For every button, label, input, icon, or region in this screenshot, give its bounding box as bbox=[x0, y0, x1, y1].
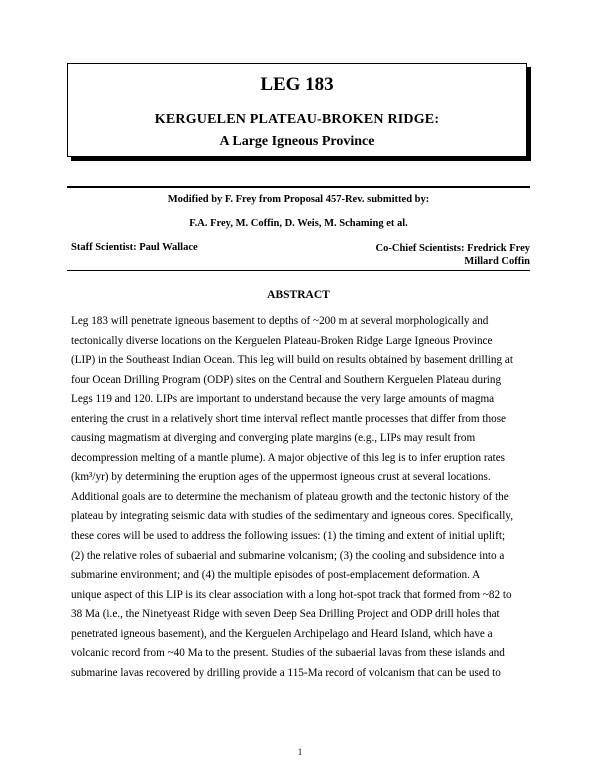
abstract-line: entering the crust in a relatively short time interval reflect mantle processes that differ from those bbox=[71, 412, 507, 425]
abstract-line: submarine lavas recovered by drilling provide a 115-Ma record of volcanism that can be used to bbox=[71, 666, 501, 679]
abstract-line: Leg 183 will penetrate igneous basement to depths of ~200 m at several morphologically and bbox=[71, 315, 489, 327]
abstract-line: (2) the relative roles of subaerial and submarine volcanism; (3) the cooling and subsidence into a bbox=[71, 549, 505, 562]
co-chief-line1: Co-Chief Scientists: Fredrick Frey bbox=[375, 243, 530, 254]
abstract-body bbox=[71, 312, 533, 683]
abstract-line: Legs 119 and 120. LIPs are important to understand because the very large amounts of magma bbox=[71, 393, 495, 406]
abstract-line: tectonically diverse locations on the Kerguelen Plateau-Broken Ridge Large Igneous Province bbox=[71, 334, 493, 347]
bottom-divider bbox=[67, 270, 530, 271]
title-box bbox=[67, 63, 527, 157]
co-chief-scientists bbox=[376, 242, 530, 268]
abstract-line: (LIP) in the Southeast Indian Ocean. This leg will build on results obtained by basement drilling at bbox=[71, 354, 513, 367]
abstract-line: penetrated igneous basement), and the Kerguelen Archipelago and Heard Island, which have a bbox=[71, 627, 493, 640]
abstract-line: causing magmatism at diverging and converging plate margins (e.g., LIPs may result from bbox=[71, 432, 476, 445]
abstract-line: decompression melting of a mantle plume). A major objective of this leg is to infer eruption rates bbox=[71, 451, 506, 464]
abstract-line: four Ocean Drilling Program (ODP) sites on the Central and Southern Kerguelen Plateau during bbox=[71, 373, 502, 386]
top-divider bbox=[67, 186, 530, 188]
abstract-line: submarine environment; and (4) the multiple episodes of post-emplacement deformation. A bbox=[71, 569, 481, 582]
abstract-line: plateau by integrating seismic data with studies of the sedimentary and igneous cores. Specifically, bbox=[71, 510, 513, 523]
modified-by-line: Modified by F. Frey from Proposal 457-Rev. submitted by: bbox=[167, 194, 430, 205]
authors-line: F.A. Frey, M. Coffin, D. Weis, M. Schaming et al. bbox=[189, 218, 408, 229]
abstract-heading: ABSTRACT bbox=[267, 289, 330, 301]
staff-scientist: Staff Scientist: Paul Wallace bbox=[71, 242, 198, 253]
abstract-line: volcanic record from ~40 Ma to the present. Studies of the subaerial lavas from these islands and bbox=[71, 647, 505, 660]
abstract-line: these cores will be used to address the following issues: (1) the timing and extent of initial uplift; bbox=[71, 530, 506, 543]
page-number: 1 bbox=[297, 747, 303, 757]
abstract-line: unique aspect of this LIP is its clear association with a long hot-spot track that formed from ~82 to bbox=[71, 588, 512, 601]
leg-subtitle-line1: KERGUELEN PLATEAU-BROKEN RIDGE: bbox=[154, 112, 440, 127]
abstract-line: (km³/yr) by determining the eruption ages of the uppermost igneous crust at several locations. bbox=[71, 471, 491, 484]
leg-title: LEG 183 bbox=[260, 74, 334, 95]
co-chief-line2: Millard Coffin bbox=[464, 256, 530, 267]
leg-subtitle-line2: A Large Igneous Province bbox=[219, 134, 375, 149]
abstract-line: Additional goals are to determine the mechanism of plateau growth and the tectonic history of the bbox=[71, 490, 509, 503]
abstract-line: 38 Ma (i.e., the Ninetyeast Ridge with seven Deep Sea Drilling Project and ODP drill holes that bbox=[71, 608, 500, 621]
